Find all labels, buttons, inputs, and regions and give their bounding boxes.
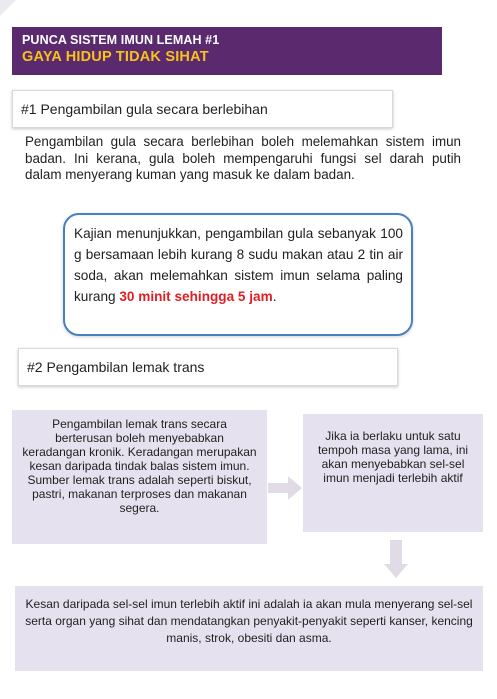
overactive-immune-result-box: Kesan daripada sel-sel imun terlebih aktif ini adalah ia akan mula menyerang sel-sel serta organ yang sihat dan mendatangkan penyakit-penyakit seperti kanser, kencing manis, strok, obesiti dan asma. bbox=[15, 586, 483, 671]
section-heading-trans-fat-label: #2 Pengambilan lemak trans bbox=[27, 359, 205, 375]
header-title: GAYA HIDUP TIDAK SIHAT bbox=[22, 49, 209, 65]
callout-text bbox=[74, 223, 403, 307]
sugar-paragraph: Pengambilan gula secara berlebihan boleh melemahkan sistem imun badan. Ini kerana, gula boleh mempengaruhi fungsi sel darah putih dalam menyerang kuman yang masuk ke dalam badan. bbox=[25, 134, 461, 182]
callout-text-main: Kajian menunjukkan, pengambilan gula sebanyak 100 g bersamaan lebih kurang 8 sudu makan atau 2 tin air soda, akan melemahkan sistem imun selama paling kurang bbox=[74, 226, 403, 304]
header-banner bbox=[12, 27, 442, 75]
trans-fat-effect-box: Jika ia berlaku untuk satu tempoh masa yang lama, ini akan menyebabkan sel-sel imun menjadi terlebih aktif bbox=[303, 414, 483, 532]
arrow-down-icon bbox=[384, 540, 408, 578]
callout-highlight: 30 minit sehingga 5 jam bbox=[119, 289, 273, 304]
sugar-study-callout bbox=[63, 213, 413, 336]
section-heading-sugar bbox=[12, 90, 393, 128]
arrow-right-icon bbox=[268, 476, 302, 500]
trans-fat-cause-box: Pengambilan lemak trans secara berterusan boleh menyebabkan keradangan kronik. Keradangan merupakan kesan daripada tindak balas sistem imun. Sumber lemak trans adalah seperti biskut, pastri, makanan terproses dan makanan segera. bbox=[12, 410, 267, 544]
header-subtitle: PUNCA SISTEM IMUN LEMAH #1 bbox=[22, 33, 220, 47]
section-heading-trans-fat bbox=[18, 348, 398, 386]
callout-text-end: . bbox=[272, 289, 277, 304]
corner-triangle-icon bbox=[0, 0, 22, 22]
section-heading-sugar-label: #1 Pengambilan gula secara berlebihan bbox=[21, 101, 268, 117]
